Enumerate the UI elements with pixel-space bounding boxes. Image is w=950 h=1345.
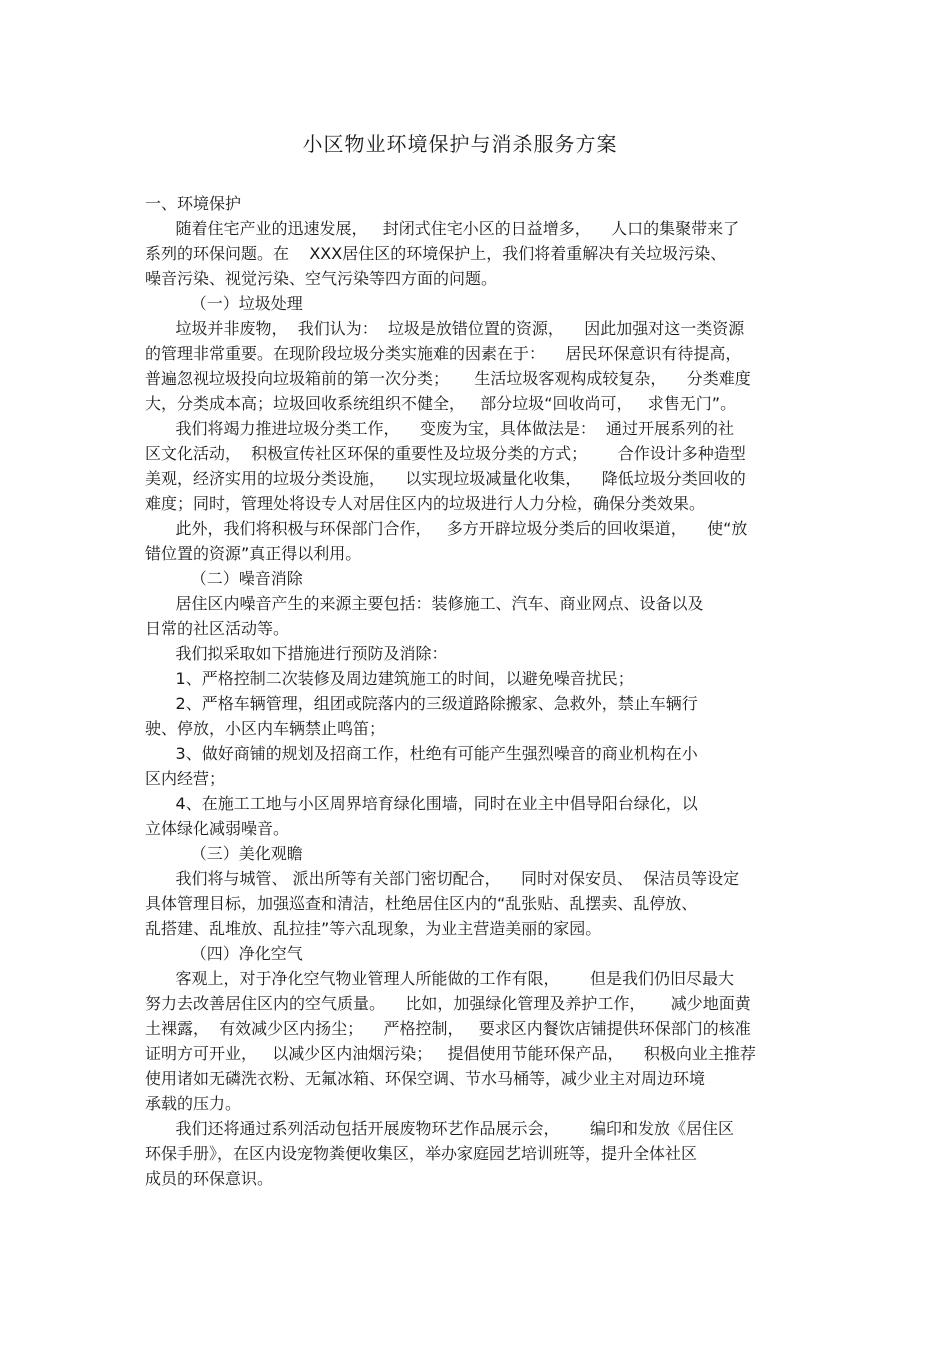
text-line: 具体管理目标，加强巡查和清洁，杜绝居住区内的“乱张贴、乱摆卖、乱停放、 — [145, 894, 698, 913]
text-line: 随着住宅产业的迅速发展， 封闭式住宅小区的日益增多， 人口的集聚带来了 — [145, 219, 740, 238]
document-title: 小区物业环境保护与消杀服务方案 — [302, 132, 618, 156]
list-item: 4、在施工工地与小区周界培育绿化围墙，同时在业主中倡导阳台绿化，以 — [145, 794, 698, 813]
text-line: 错位置的资源”真正得以利用。 — [145, 544, 362, 563]
list-item: 1、严格控制二次装修及周边建筑施工的时间，以避免噪音扰民； — [145, 669, 634, 688]
text-line: 此外，我们将积极与环保部门合作， 多方开辟垃圾分类后的回收渠道， 使“放 — [145, 519, 748, 538]
text-line: 美观，经济实用的垃圾分类设施， 以实现垃圾减量化收集， 降低垃圾分类回收的 — [145, 469, 746, 488]
text-line: 区内经营； — [145, 769, 226, 788]
text-line: 环保手册》，在区内设宠物粪便收集区，举办家庭园艺培训班等，提升全体社区 — [145, 1144, 698, 1163]
text-line: 我们还将通过系列活动包括开展废物环艺作品展示会， 编印和发放《居住区 — [145, 1119, 735, 1138]
text-line: 证明方可开业， 以减少区内油烟污染； 提倡使用节能环保产品， 积极向业主推荐 — [145, 1044, 756, 1063]
list-item: 3、做好商铺的规划及招商工作，杜绝有可能产生强烈噪音的商业机构在小 — [145, 744, 698, 763]
text-line: 普遍忽视垃圾投向垃圾箱前的第一次分类； 生活垃圾客观构成较复杂， 分类难度 — [145, 369, 751, 388]
document-body — [145, 191, 810, 1191]
text-line: 承载的压力。 — [145, 1094, 242, 1113]
text-line: 大，分类成本高；垃圾回收系统组织不健全， 部分垃圾“回收尚可， 求售无门”。 — [145, 394, 737, 413]
text-line: 难度；同时，管理处将设专人对居住区内的垃圾进行人力分检，确保分类效果。 — [145, 494, 706, 513]
text-line: 客观上，对于净化空气物业管理人所能做的工作有限， 但是我们仍旧尽最大 — [145, 969, 735, 988]
text-line: 我们将与城管、 派出所等有关部门密切配合， 同时对保安员、 保洁员等设定 — [145, 869, 740, 888]
subsection-heading: （三）美化观瞻 — [145, 844, 303, 863]
text-line: 我们将竭力推进垃圾分类工作， 变废为宝，具体做法是： 通过开展系列的社 — [145, 419, 735, 438]
text-line: 乱搭建、乱堆放、乱拉挂”等六乱现象，为业主营造美丽的家园。 — [145, 919, 602, 938]
text-line: 的管理非常重要。在现阶段垃圾分类实施难的因素在于： 居民环保意识有待提高， — [145, 344, 742, 363]
subsection-heading: （二）噪音消除 — [145, 569, 303, 588]
text-line: 使用诸如无磷洗衣粉、无氟冰箱、环保空调、节水马桶等，减少业主对周边环境 — [145, 1069, 706, 1088]
text-line: 立体绿化减弱噪音。 — [145, 819, 290, 838]
text-line: 区文化活动， 积极宣传社区环保的重要性及垃圾分类的方式； 合作设计多种造型 — [145, 444, 746, 463]
subsection-heading: （四）净化空气 — [145, 944, 303, 963]
subsection-heading: （一）垃圾处理 — [145, 294, 303, 313]
text-line: 日常的社区活动等。 — [145, 619, 290, 638]
text-line: 土裸露， 有效减少区内扬尘； 严格控制， 要求区内餐饮店铺提供环保部门的核准 — [145, 1019, 751, 1038]
text-line: 成员的环保意识。 — [145, 1169, 274, 1188]
text-line: 居住区内噪音产生的来源主要包括：装修施工、汽车、商业网点、设备以及 — [145, 594, 704, 613]
text-line: 系列的环保问题。在 XXX居住区的环境保护上，我们将着重解决有关垃圾污染、 — [145, 244, 727, 263]
list-item: 2、严格车辆管理，组团或院落内的三级道路除搬家、急救外，禁止车辆行 — [145, 694, 698, 713]
text-line: 驶、停放，小区内车辆禁止鸣笛； — [145, 719, 386, 738]
text-line: 努力去改善居住区内的空气质量。 比如，加强绿化管理及养护工作， 减少地面黄 — [145, 994, 751, 1013]
text-line: 垃圾并非废物， 我们认为： 垃圾是放错位置的资源， 因此加强对这一类资源 — [145, 319, 745, 338]
section-heading: 一、环境保护 — [145, 194, 242, 213]
text-line: 我们拟采取如下措施进行预防及消除： — [145, 644, 448, 663]
text-line: 噪音污染、视觉污染、空气污染等四方面的问题。 — [145, 269, 498, 288]
